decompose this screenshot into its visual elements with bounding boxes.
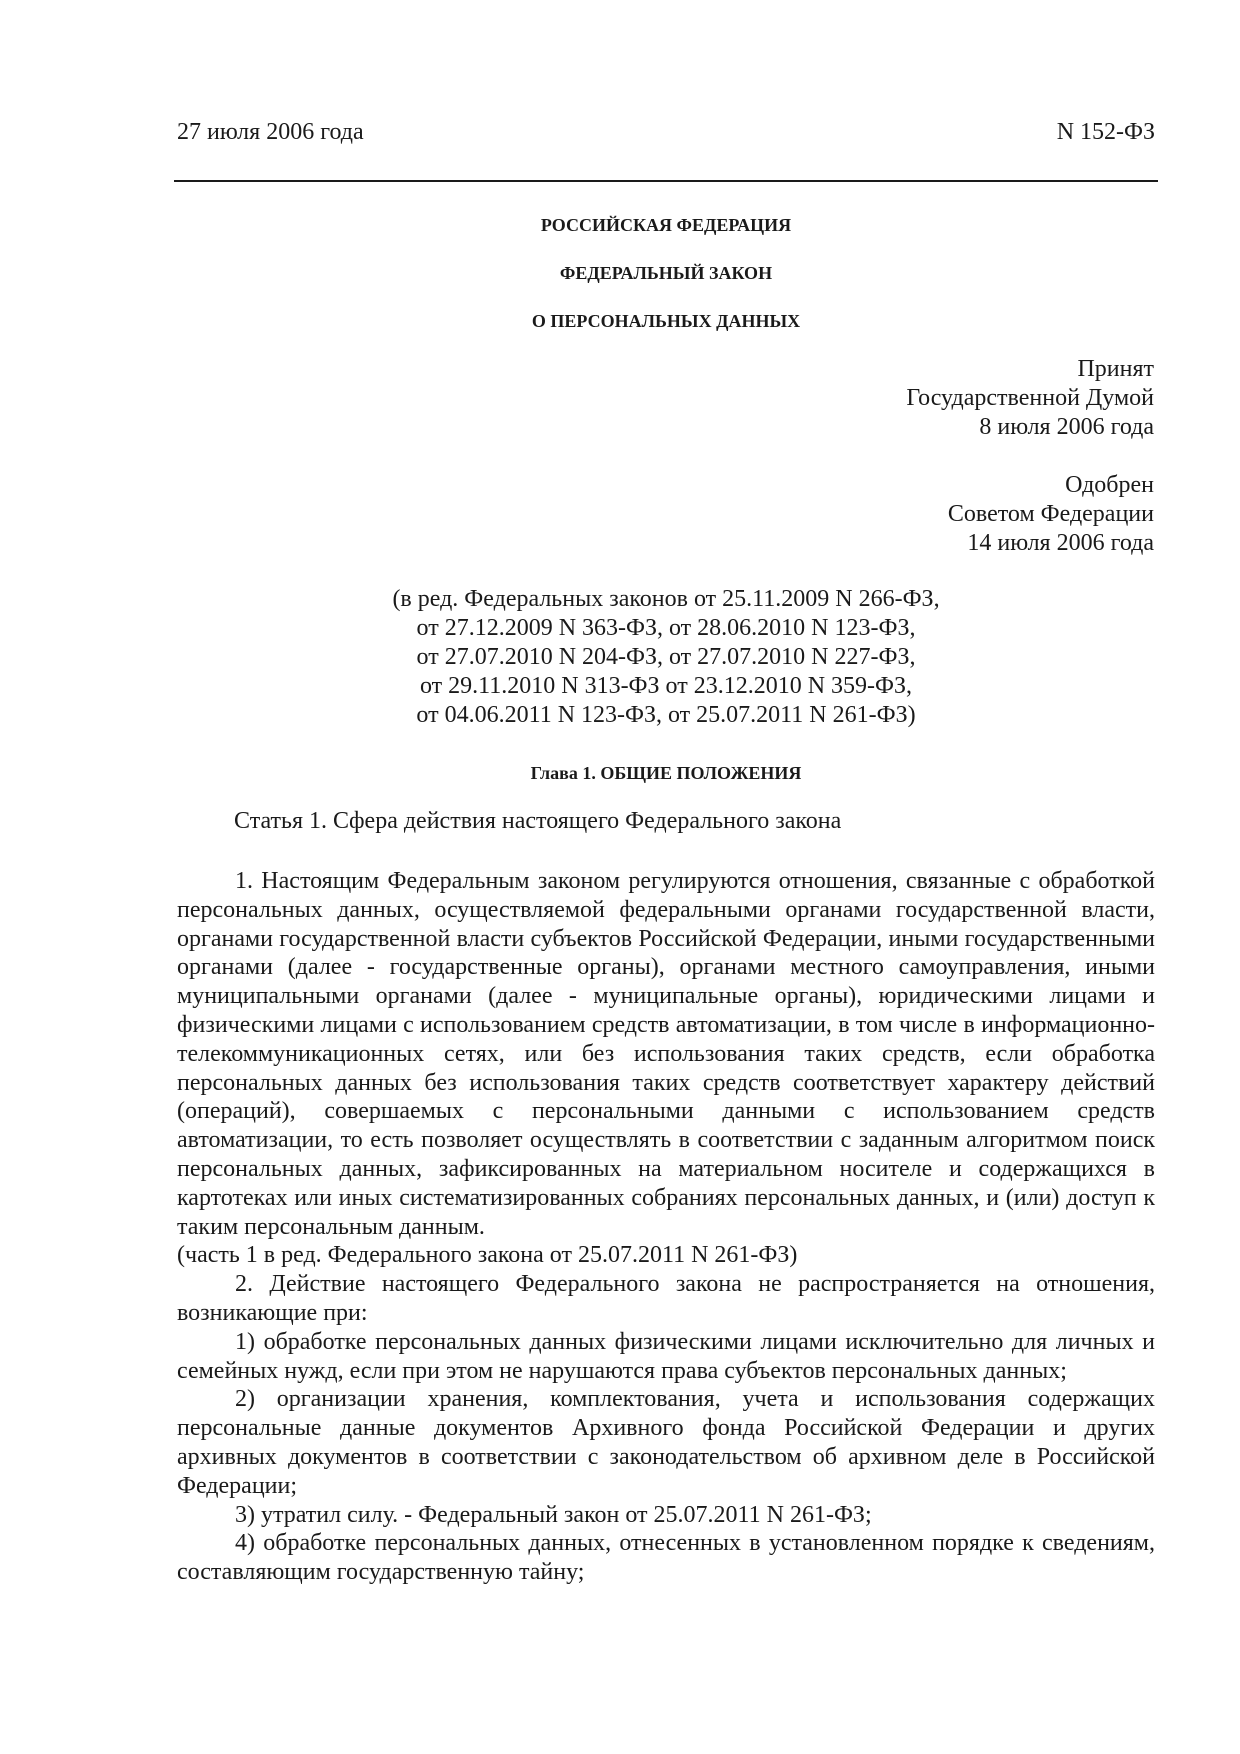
title-law-type: ФЕДЕРАЛЬНЫЙ ЗАКОН	[559, 263, 773, 283]
paragraph-part-2: 2. Действие настоящего Федерального закона не распространяется на отношения, возникающие при:	[177, 1271, 1155, 1326]
amendment-line: от 29.11.2010 N 313-ФЗ от 23.12.2010 N 359-ФЗ,	[419, 673, 913, 699]
amendment-line: (в ред. Федеральных законов от 25.11.2009 N 266-ФЗ,	[392, 586, 940, 612]
article-body	[177, 867, 1155, 1587]
adopted-line-3: 8 июля 2006 года	[979, 414, 1154, 440]
amendment-note: (часть 1 в ред. Федерального закона от 25.07.2011 N 261-ФЗ)	[177, 1242, 798, 1269]
title-law-name: О ПЕРСОНАЛЬНЫХ ДАННЫХ	[531, 311, 801, 331]
adopted-line-2: Государственной Думой	[906, 385, 1154, 411]
list-item-1: 1) обработке персональных данных физическими лицами исключительно для личных и семейных нужд, если при этом не нарушаются права субъектов персональных данных;	[177, 1328, 1155, 1384]
chapter-heading: Глава 1. ОБЩИЕ ПОЛОЖЕНИЯ	[530, 763, 802, 783]
article-heading: Статья 1. Сфера действия настоящего Федерального закона	[234, 808, 842, 834]
amendment-line: от 27.07.2010 N 204-ФЗ, от 27.07.2010 N 227-ФЗ,	[416, 644, 916, 670]
list-item-4: 4) обработке персональных данных, отнесенных в установленном порядке к сведениям, составляющим государственную тайну;	[177, 1530, 1155, 1586]
amendment-line: от 04.06.2011 N 123-ФЗ, от 25.07.2011 N 261-ФЗ)	[416, 702, 916, 728]
approved-block	[948, 471, 1154, 558]
list-item-2: 2) организации хранения, комплектования, учета и использования содержащих персональные данные документов Архивного фонда Российской Федерации и других архивных документов в соответствии с законодательством об архивном деле в Российской Федерации;	[177, 1386, 1155, 1499]
header-date: 27 июля 2006 года	[177, 119, 364, 145]
paragraph-part-1: 1. Настоящим Федеральным законом регулируются отношения, связанные с обработкой персональных данных, осуществляемой федеральными органами государственной власти, органами государственной власти субъектов Российской Федерации, иными государственными органами (далее - государственные органы), органами местного самоуправления, иными муниципальными органами (далее - муниципальные органы), юридическими лицами и физическими лицами с использованием средств автоматизации, в том числе в информационно-телекоммуникационных сетях, или без использования таких средств, если обработка персональных данных без использования таких средств соответствует характеру действий (операций), совершаемых с персональными данными с использованием средств автоматизации, то есть позволяет осуществлять в соответствии с заданным алгоритмом поиск персональных данных, зафиксированных на материальном носителе и содержащихся в картотеках или иных систематизированных собраниях персональных данных, и (или) доступ к таким персональным данным.	[177, 868, 1155, 1240]
approved-line-2: Советом Федерации	[947, 501, 1154, 527]
amendments-block	[174, 585, 1158, 730]
title-country: РОССИЙСКАЯ ФЕДЕРАЦИЯ	[540, 215, 792, 235]
adopted-line-1: Принят	[1077, 356, 1154, 382]
amendment-line: от 27.12.2009 N 363-ФЗ, от 28.06.2010 N 123-ФЗ,	[416, 615, 916, 641]
adopted-block	[906, 355, 1154, 442]
approved-line-3: 14 июля 2006 года	[967, 530, 1154, 556]
header-law-number: N 152-ФЗ	[1056, 119, 1155, 145]
approved-line-1: Одобрен	[1065, 472, 1154, 498]
list-item-3: 3) утратил силу. - Федеральный закон от 25.07.2011 N 261-ФЗ;	[235, 1501, 872, 1528]
header-divider	[174, 180, 1158, 182]
